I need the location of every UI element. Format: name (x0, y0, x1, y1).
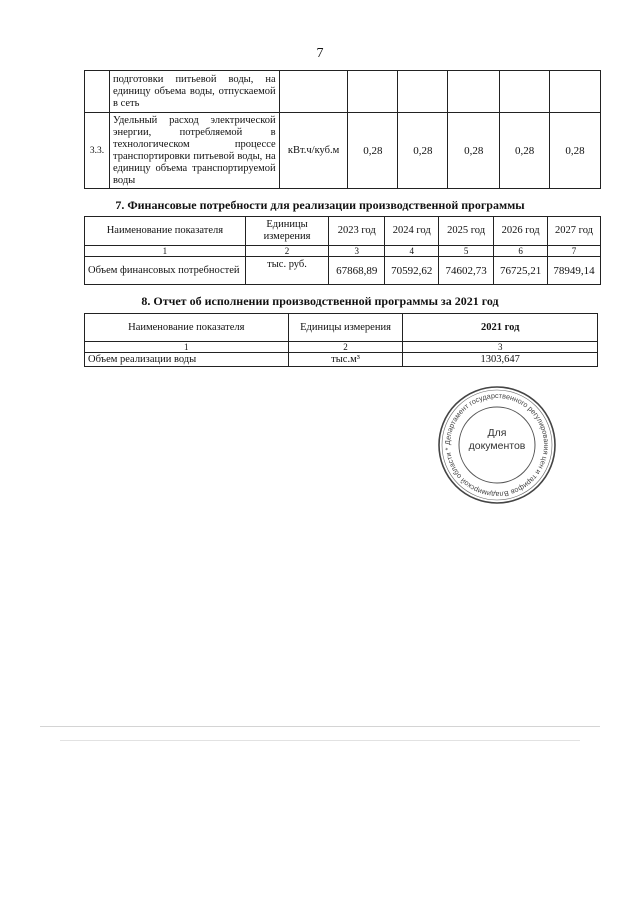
table-row (85, 71, 601, 113)
value-cell (398, 71, 448, 113)
row-number (85, 71, 110, 113)
table-row (85, 353, 598, 367)
section-7-title: 7. Финансовые потребности для реализации производственной программы (115, 198, 525, 212)
value-cell: 0,28 (550, 113, 601, 189)
header-unit: Единицы измерения (288, 314, 403, 342)
value-cell (500, 71, 550, 113)
index-cell: 5 (439, 246, 494, 257)
value-cell (448, 71, 500, 113)
header-row (85, 314, 598, 342)
index-cell: 3 (403, 342, 598, 353)
header-name: Наименование показателя (85, 314, 289, 342)
index-cell: 1 (85, 342, 289, 353)
index-cell: 1 (85, 246, 246, 257)
value-cell: 1303,647 (403, 353, 598, 367)
index-cell: 6 (494, 246, 548, 257)
index-row (85, 342, 598, 353)
indicator-name: подготовки питьевой воды, на единицу объема воды, отпускаемой в сеть (109, 71, 279, 113)
official-stamp (436, 384, 558, 506)
index-cell: 7 (548, 246, 601, 257)
indicators-table (84, 70, 601, 189)
indicator-unit: тыс. руб. (245, 257, 328, 285)
program-report-table (84, 313, 598, 367)
index-cell: 3 (329, 246, 385, 257)
value-cell: 0,28 (348, 113, 398, 189)
indicator-unit: кВт.ч/куб.м (279, 113, 348, 189)
indicator-unit: тыс.м³ (288, 353, 403, 367)
header-year: 2027 год (548, 217, 601, 246)
scan-artifact-line (60, 740, 580, 741)
stamp-line: Для (487, 427, 507, 439)
financial-needs-table (84, 216, 601, 285)
index-row (85, 246, 601, 257)
value-cell: 70592,62 (385, 257, 439, 285)
row-number: 3.3. (85, 113, 110, 189)
header-year: 2026 год (494, 217, 548, 246)
header-year: 2025 год (439, 217, 494, 246)
value-cell: 0,28 (448, 113, 500, 189)
value-cell: 76725,21 (494, 257, 548, 285)
indicator-unit (279, 71, 348, 113)
stamp-line: документов (468, 440, 526, 452)
indicator-name: Объем финансовых потребностей (85, 257, 246, 285)
index-cell: 2 (288, 342, 403, 353)
header-year: 2024 год (385, 217, 439, 246)
stamp-center-text (436, 427, 558, 453)
index-cell: 2 (245, 246, 328, 257)
value-cell (348, 71, 398, 113)
section-8-title: 8. Отчет об исполнении производственной программы за 2021 год (141, 294, 499, 308)
value-cell: 74602,73 (439, 257, 494, 285)
header-year: 2021 год (403, 314, 598, 342)
index-cell: 4 (385, 246, 439, 257)
header-unit: Единицы измерения (245, 217, 328, 246)
header-year: 2023 год (329, 217, 385, 246)
header-row (85, 217, 601, 246)
indicator-name: Объем реализации воды (85, 353, 289, 367)
value-cell: 0,28 (500, 113, 550, 189)
value-cell: 0,28 (398, 113, 448, 189)
header-name: Наименование показателя (85, 217, 246, 246)
scan-artifact-line (40, 726, 600, 727)
indicator-name: Удельный расход электрической энергии, потребляемой в технологическом процессе транспортировки питьевой воды, на единицу объема транспортируемой воды (109, 113, 279, 189)
table-row (85, 113, 601, 189)
value-cell: 78949,14 (548, 257, 601, 285)
svg-text:Департамент государственного р: Департамент государственного регулирования цен и тарифов Владимирской области * (442, 390, 552, 500)
page-number: 7 (316, 46, 324, 61)
table-row (85, 257, 601, 285)
value-cell: 67868,89 (329, 257, 385, 285)
value-cell (550, 71, 601, 113)
